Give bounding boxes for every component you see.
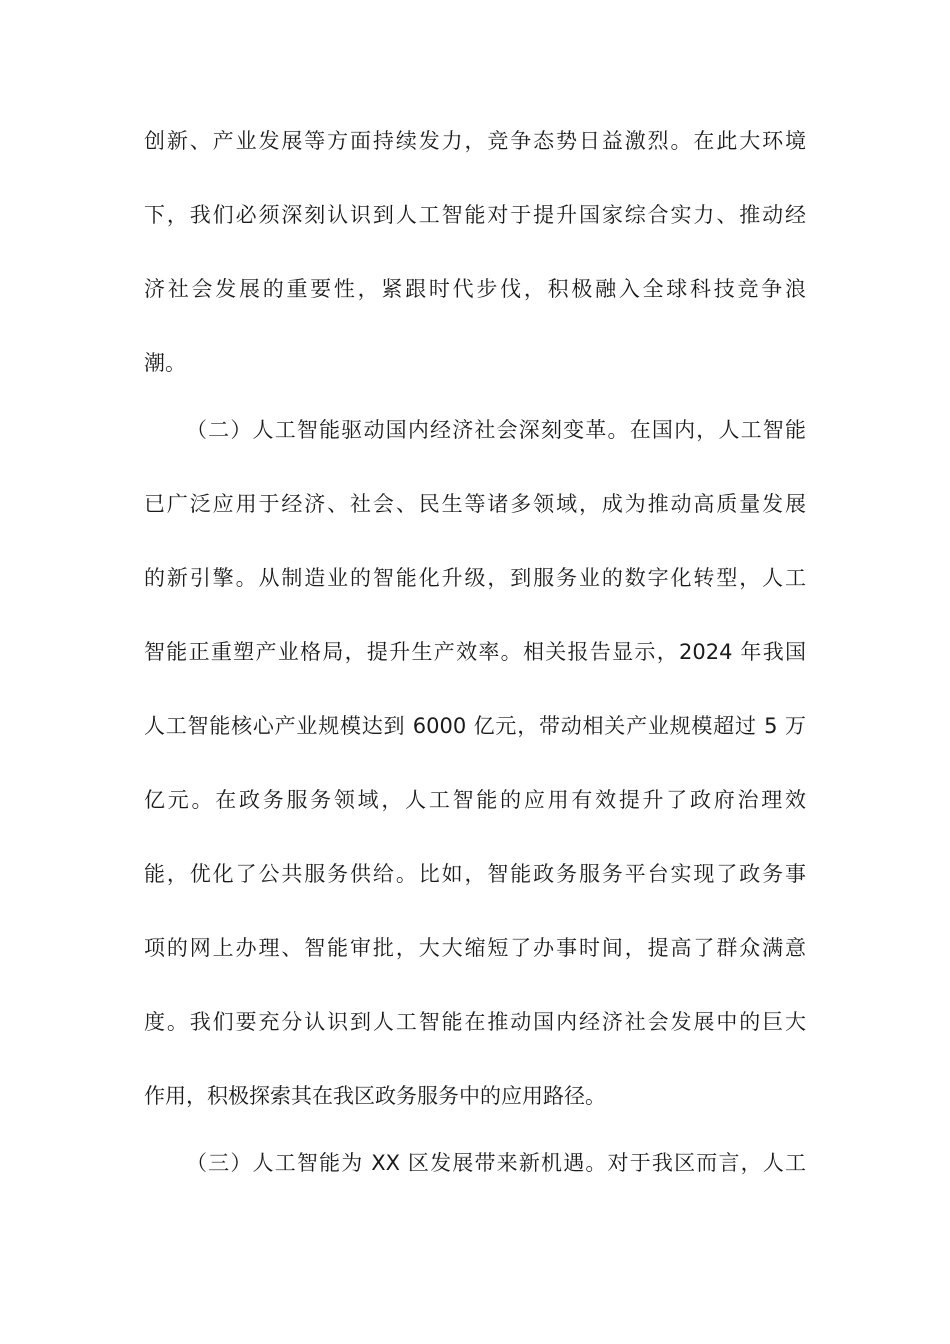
paragraph-2-line-4: 智能正重塑产业格局，提升生产效率。相关报告显示，2024 年我国 <box>144 640 806 664</box>
paragraph-1-line-2: 下，我们必须深刻认识到人工智能对于提升国家综合实力、推动经 <box>144 203 806 227</box>
paragraph-2-line-7: 能，优化了公共服务供给。比如，智能政务服务平台实现了政务事 <box>144 862 806 886</box>
paragraph-2-line-1: （二）人工智能驱动国内经济社会深刻变革。在国内，人工智能 <box>186 418 806 442</box>
paragraph-3-line-1: （三）人工智能为 XX 区发展带来新机遇。对于我区而言，人工 <box>186 1151 806 1175</box>
paragraph-2-line-8: 项的网上办理、智能审批，大大缩短了办事时间，提高了群众满意 <box>144 936 806 960</box>
paragraph-2-line-9: 度。我们要充分认识到人工智能在推动国内经济社会发展中的巨大 <box>144 1010 806 1034</box>
paragraph-2-line-2: 已广泛应用于经济、社会、民生等诸多领域，成为推动高质量发展 <box>144 492 806 516</box>
paragraph-2-line-5: 人工智能核心产业规模达到 6000 亿元，带动相关产业规模超过 5 万 <box>144 714 806 738</box>
paragraph-1-line-4: 潮。 <box>144 351 186 375</box>
paragraph-1-line-3: 济社会发展的重要性，紧跟时代步伐，积极融入全球科技竞争浪 <box>144 277 806 301</box>
paragraph-2-line-3: 的新引擎。从制造业的智能化升级，到服务业的数字化转型，人工 <box>144 566 806 590</box>
paragraph-2-line-10: 作用，积极探索其在我区政务服务中的应用路径。 <box>144 1084 606 1108</box>
paragraph-2-line-6: 亿元。在政务服务领域，人工智能的应用有效提升了政府治理效 <box>144 788 806 812</box>
paragraph-1-line-1: 创新、产业发展等方面持续发力，竞争态势日益激烈。在此大环境 <box>144 129 806 153</box>
